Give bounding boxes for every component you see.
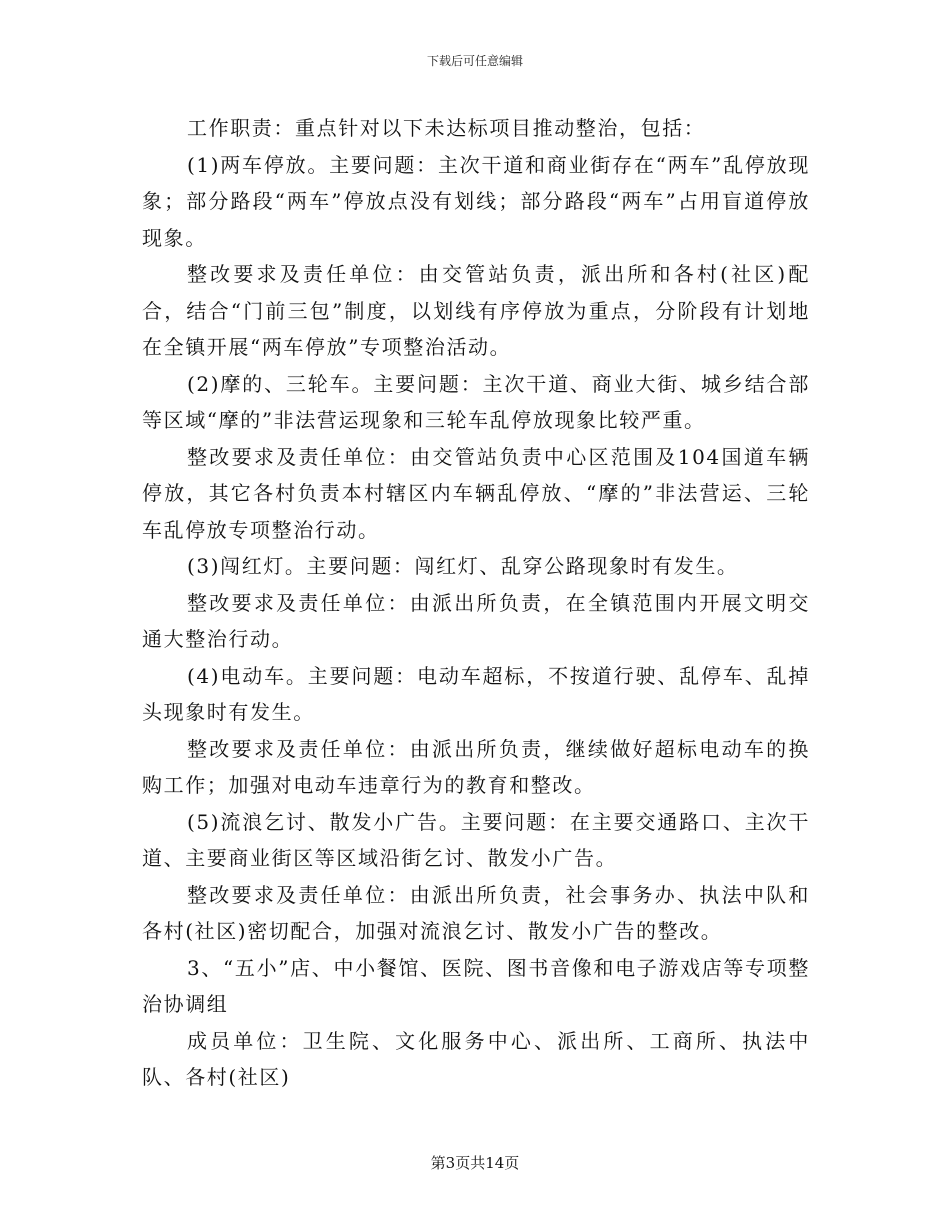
- paragraph-item-2-problem: (2)摩的、三轮车。主要问题：主次干道、商业大街、城乡结合部等区域“摩的”非法营运现象和三轮车乱停放现象比较严重。: [142, 371, 810, 432]
- paragraph-item-4-rectification: 整改要求及责任单位：由派出所负责，继续做好超标电动车的换购工作；加强对电动车违章行为的教育和整改。: [142, 736, 810, 797]
- paragraph-member-units: 成员单位：卫生院、文化服务中心、派出所、工商所、执法中队、各村(社区): [142, 1028, 810, 1089]
- paragraph-item-3-rectification: 整改要求及责任单位：由派出所负责，在全镇范围内开展文明交通大整治行动。: [142, 590, 810, 651]
- page-number: 第3页共14页: [430, 1154, 520, 1172]
- paragraph-item-2-rectification: 整改要求及责任单位：由交管站负责中心区范围及104国道车辆停放，其它各村负责本村辖区内车辆乱停放、“摩的”非法营运、三轮车乱停放专项整治行动。: [142, 444, 810, 542]
- document-body: [142, 110, 810, 1096]
- paragraph-duties: 工作职责：重点针对以下未达标项目推动整治，包括：: [187, 116, 706, 140]
- paragraph-item-1-problem: (1)两车停放。主要问题：主次干道和商业街存在“两车”乱停放现象；部分路段“两车”停放点没有划线；部分路段“两车”占用盲道停放现象。: [142, 152, 810, 250]
- paragraph-item-5-problem: (5)流浪乞讨、散发小广告。主要问题：在主要交通路口、主次干道、主要商业街区等区域沿街乞讨、散发小广告。: [142, 809, 810, 870]
- paragraph-item-1-rectification: 整改要求及责任单位：由交管站负责，派出所和各村(社区)配合，结合“门前三包”制度，以划线有序停放为重点，分阶段有计划地在全镇开展“两车停放”专项整治活动。: [142, 262, 810, 359]
- page-header-note: 下载后可任意编辑: [426, 54, 523, 68]
- paragraph-item-3-problem: (3)闯红灯。主要问题：闯红灯、乱穿公路现象时有发生。: [187, 554, 739, 578]
- paragraph-section-3-heading: 3、“五小”店、中小餐馆、医院、图书音像和电子游戏店等专项整治协调组: [142, 955, 810, 1016]
- paragraph-item-4-problem: (4)电动车。主要问题：电动车超标，不按道行驶、乱停车、乱掉头现象时有发生。: [142, 663, 810, 724]
- paragraph-item-5-rectification: 整改要求及责任单位：由派出所负责，社会事务办、执法中队和各村(社区)密切配合，加强对流浪乞讨、散发小广告的整改。: [142, 882, 810, 943]
